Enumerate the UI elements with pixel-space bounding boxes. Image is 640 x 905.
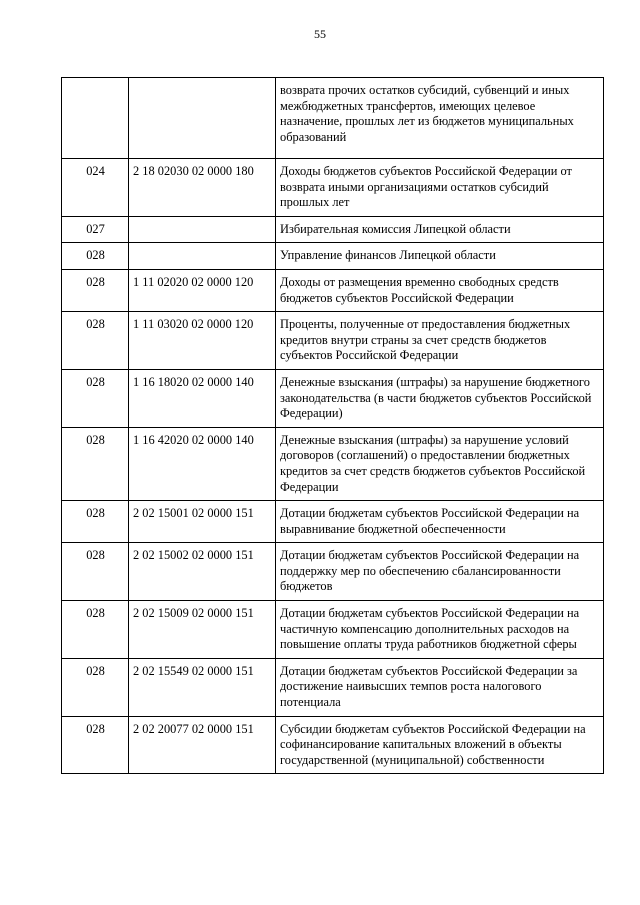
income-name-cell: Денежные взыскания (штрафы) за нарушение условий договоров (соглашений) о предоставлении бюджетных кредитов за счет средств бюджетов субъектов Российской Федерации	[276, 427, 604, 500]
income-name-cell: Дотации бюджетам субъектов Российской Федерации на выравнивание бюджетной обеспеченности	[276, 501, 604, 543]
admin-code-cell: 028	[62, 716, 129, 774]
table-row	[62, 243, 604, 270]
table-row	[62, 601, 604, 659]
admin-code-cell: 028	[62, 269, 129, 311]
income-name-cell: Управление финансов Липецкой области	[276, 243, 604, 270]
income-code-cell: 2 02 15549 02 0000 151	[129, 658, 276, 716]
income-name-cell: Проценты, полученные от предоставления бюджетных кредитов внутри страны за счет средств бюджетов субъектов Российской Федерации	[276, 312, 604, 370]
admin-code-cell: 028	[62, 601, 129, 659]
table-row	[62, 658, 604, 716]
income-code-cell: 1 16 42020 02 0000 140	[129, 427, 276, 500]
table-row	[62, 216, 604, 243]
table-row	[62, 501, 604, 543]
income-code-cell: 1 11 03020 02 0000 120	[129, 312, 276, 370]
income-code-cell	[129, 216, 276, 243]
budget-revenue-table	[61, 77, 604, 774]
table-row	[62, 427, 604, 500]
income-name-cell: Доходы от размещения временно свободных средств бюджетов субъектов Российской Федерации	[276, 269, 604, 311]
budget-table-body	[62, 78, 604, 774]
admin-code-cell: 028	[62, 369, 129, 427]
page-number: 55	[314, 27, 326, 41]
table-row	[62, 312, 604, 370]
admin-code-cell: 028	[62, 427, 129, 500]
income-name-cell: Дотации бюджетам субъектов Российской Федерации на частичную компенсацию дополнительных расходов на повышение оплаты труда работников бюджетной сферы	[276, 601, 604, 659]
income-code-cell: 1 11 02020 02 0000 120	[129, 269, 276, 311]
income-name-cell: Дотации бюджетам субъектов Российской Федерации за достижение наивысших темпов роста налогового потенциала	[276, 658, 604, 716]
admin-code-cell: 028	[62, 658, 129, 716]
admin-code-cell: 024	[62, 159, 129, 217]
admin-code-cell: 027	[62, 216, 129, 243]
income-name-cell: Дотации бюджетам субъектов Российской Федерации на поддержку мер по обеспечению сбалансированности бюджетов	[276, 543, 604, 601]
income-name-cell: Денежные взыскания (штрафы) за нарушение бюджетного законодательства (в части бюджетов субъектов Российской Федерации)	[276, 369, 604, 427]
income-code-cell: 1 16 18020 02 0000 140	[129, 369, 276, 427]
income-name-cell: возврата прочих остатков субсидий, субвенций и иных межбюджетных трансфертов, имеющих целевое назначение, прошлых лет из бюджетов муниципальных образований	[276, 78, 604, 159]
income-code-cell	[129, 78, 276, 159]
income-code-cell: 2 02 20077 02 0000 151	[129, 716, 276, 774]
table-row	[62, 269, 604, 311]
income-code-cell: 2 02 15009 02 0000 151	[129, 601, 276, 659]
admin-code-cell: 028	[62, 243, 129, 270]
admin-code-cell: 028	[62, 543, 129, 601]
table-row	[62, 369, 604, 427]
table-row	[62, 543, 604, 601]
income-name-cell: Субсидии бюджетам субъектов Российской Федерации на софинансирование капитальных вложений в объекты государственной (муниципальной) собственности	[276, 716, 604, 774]
income-code-cell	[129, 243, 276, 270]
table-row	[62, 78, 604, 159]
income-code-cell: 2 02 15002 02 0000 151	[129, 543, 276, 601]
admin-code-cell	[62, 78, 129, 159]
income-code-cell: 2 18 02030 02 0000 180	[129, 159, 276, 217]
table-row	[62, 159, 604, 217]
income-name-cell: Доходы бюджетов субъектов Российской Федерации от возврата иными организациями остатков субсидий прошлых лет	[276, 159, 604, 217]
income-code-cell: 2 02 15001 02 0000 151	[129, 501, 276, 543]
table-row	[62, 716, 604, 774]
admin-code-cell: 028	[62, 501, 129, 543]
income-name-cell: Избирательная комиссия Липецкой области	[276, 216, 604, 243]
admin-code-cell: 028	[62, 312, 129, 370]
